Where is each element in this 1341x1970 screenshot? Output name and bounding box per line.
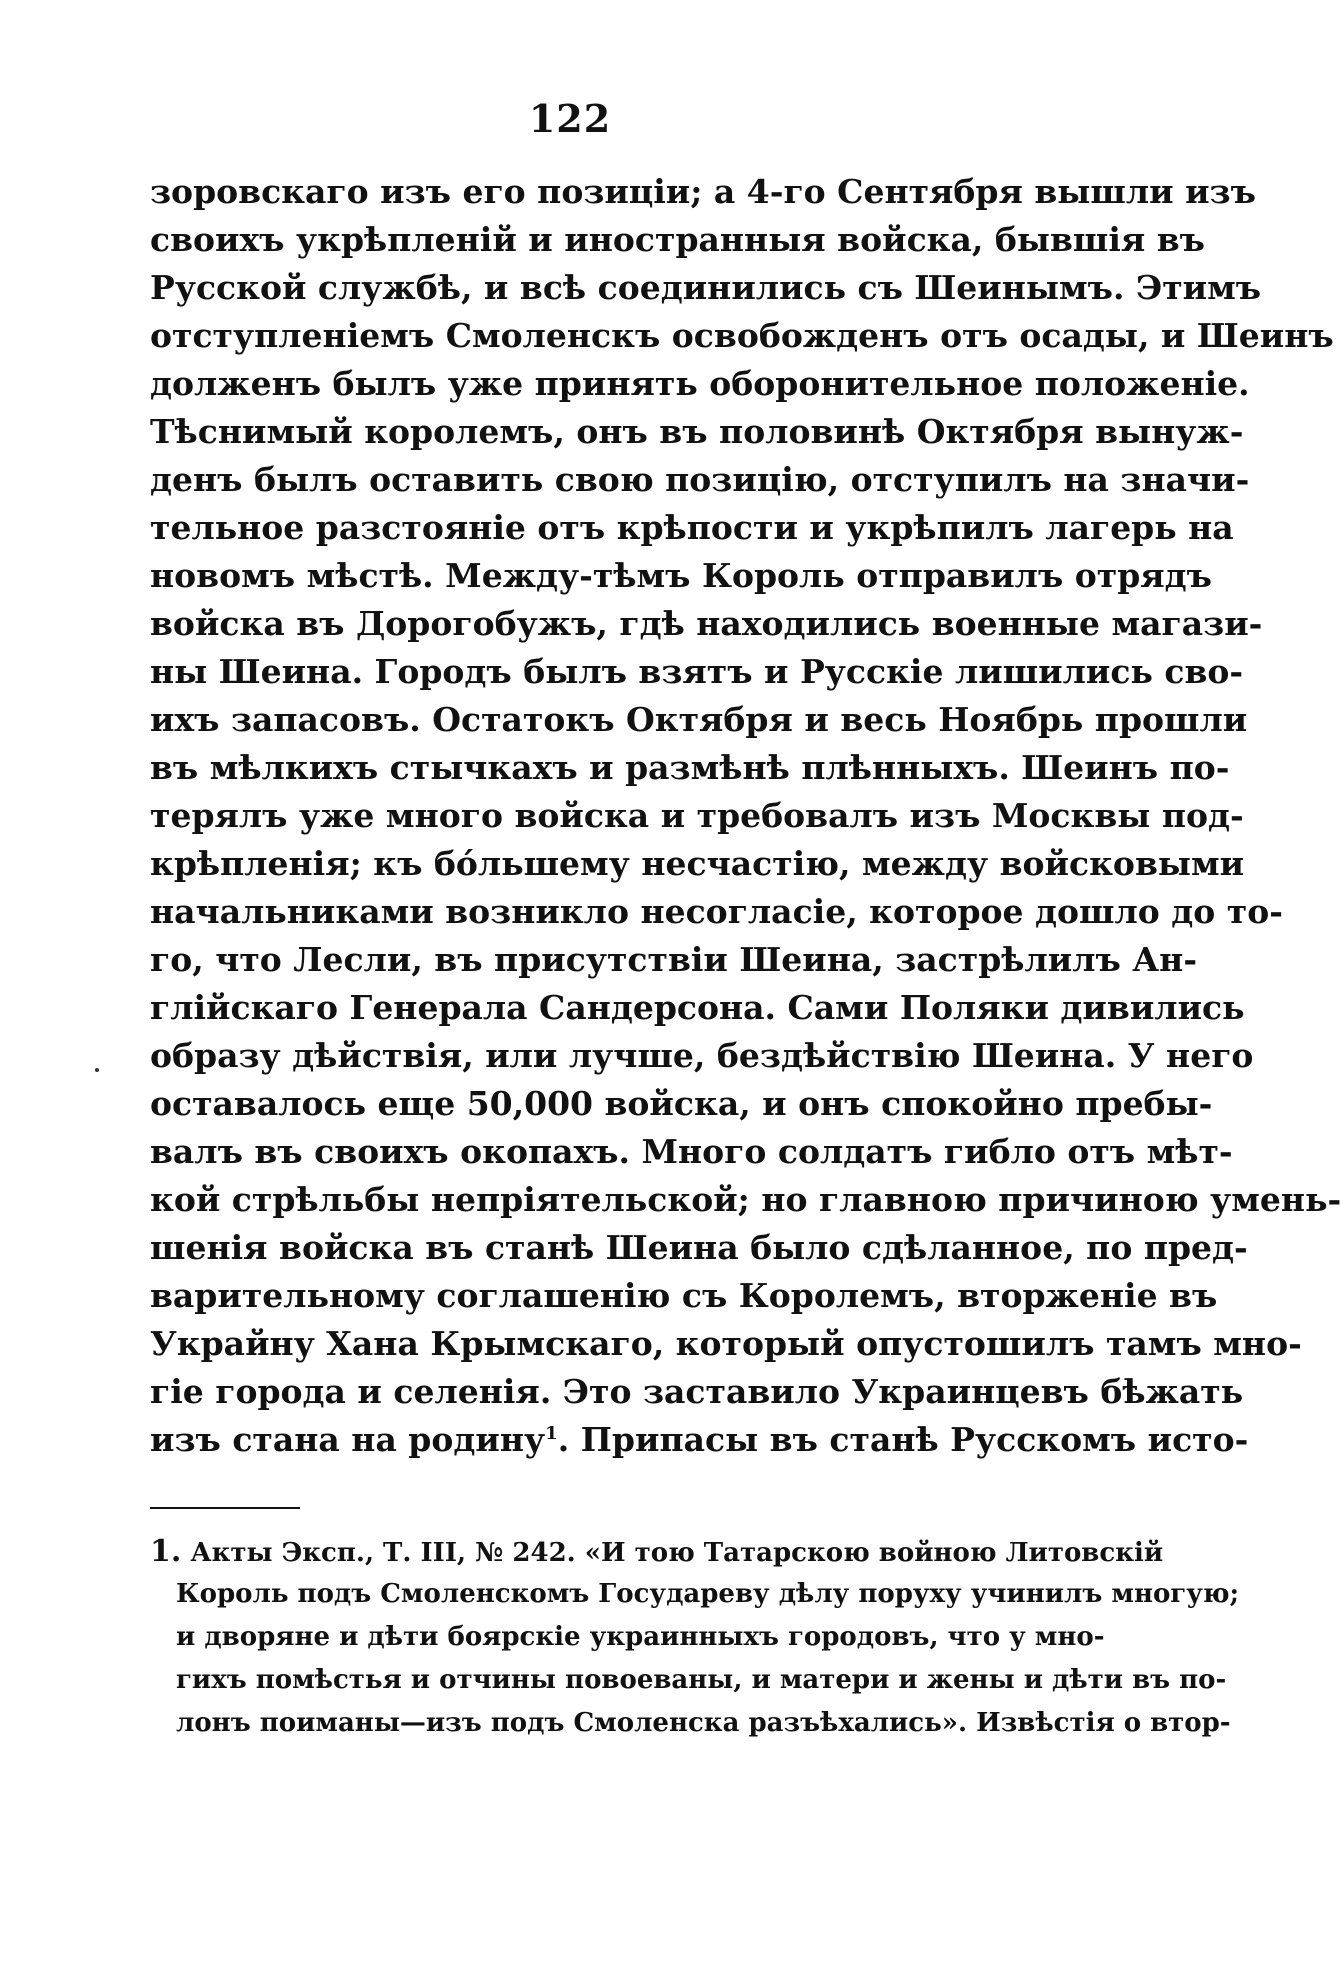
text-line: глiйскаго Генерала Сандерсона. Сами Поляки дивились <box>150 988 1245 1027</box>
footnote-text: Акты Эксп., Т. III, № 242. «И тою Татарскою войною Литовскiй <box>190 1538 1164 1568</box>
footnote-reference: 1 <box>545 1423 558 1444</box>
text-line: тельное разстоянiе отъ крѣпости и укрѣпилъ лагерь на <box>150 508 1234 547</box>
text-line: войска въ Дорогобужъ, гдѣ находились военные магази- <box>150 604 1263 643</box>
footnote-line <box>150 1530 1164 1573</box>
text-line: ихъ запасовъ. Остатокъ Октября и весь Ноябрь прошли <box>150 700 1248 739</box>
text-line: отступленiемъ Смоленскъ освобожденъ отъ осады, и Шеинъ <box>150 316 1334 355</box>
text-line: новомъ мѣстѣ. Между-тѣмъ Король отправилъ отрядъ <box>150 556 1212 595</box>
text-fragment: изъ стана на родину <box>150 1420 546 1459</box>
text-line: Тѣснимый королемъ, онъ въ половинѣ Октября вынуж- <box>150 412 1244 451</box>
text-line: варительному соглашенiю съ Королемъ, вторженiе въ <box>150 1276 1218 1315</box>
text-line: гiе города и селенiя. Это заставило Украинцевъ бѣжать <box>150 1372 1244 1411</box>
text-line: шенiя войска въ станѣ Шеина было сдѣланное, по пред- <box>150 1228 1248 1267</box>
page-number: 122 <box>528 96 612 141</box>
text-line: въ мѣлкихъ стычкахъ и размѣнѣ плѣнныхъ. Шеинъ по- <box>150 748 1230 787</box>
print-speck <box>95 1068 99 1072</box>
footnote-line: лонъ поиманы—изъ подъ Смоленска разъѣхались». Извѣстiя о втор- <box>176 1708 1231 1738</box>
text-line: денъ былъ оставить свою позицiю, отступилъ на значи- <box>150 460 1250 499</box>
footnote-marker: 1. <box>150 1534 182 1569</box>
text-line: кой стрѣльбы непрiятельской; но главною причиною умень- <box>150 1180 1341 1219</box>
footnote-line: гихъ помѣстья и отчины повоеваны, и матери и жены и дѣти въ по- <box>176 1665 1227 1695</box>
body-text <box>150 168 1341 1464</box>
text-line: зоровскаго изъ его позицiи; а 4-го Сентября вышли изъ <box>150 172 1256 211</box>
text-line: оставалось еще 50,000 войска, и онъ спокойно пребы- <box>150 1084 1213 1123</box>
text-line: терялъ уже много войска и требовалъ изъ Москвы под- <box>150 796 1244 835</box>
text-line: Украйну Хана Крымскаго, который опустошилъ тамъ мно- <box>150 1324 1302 1363</box>
footnote-separator <box>150 1507 300 1509</box>
text-line: начальниками возникло несогласiе, которое дошло до то- <box>150 892 1283 931</box>
text-line: ны Шеина. Городъ былъ взятъ и Русскiе лишились сво- <box>150 652 1244 691</box>
text-line: своихъ укрѣпленiй и иностранныя войска, бывшiя въ <box>150 220 1205 259</box>
text-fragment: Припасы въ станѣ Русскомъ исто- <box>580 1420 1249 1459</box>
text-line: образу дѣйствiя, или лучше, бездѣйствiю Шеина. У него <box>150 1036 1254 1075</box>
footnote <box>150 1530 1240 1745</box>
text-line: крѣпленiя; къ бо́льшему несчастiю, между войсковыми <box>150 844 1245 883</box>
text-line: валъ въ своихъ окопахъ. Много солдатъ гибло отъ мѣт- <box>150 1132 1233 1171</box>
text-line-with-footnote-ref: изъ стана на родину$^1$. Припасы въ станѣ Русскомъ исто- <box>150 1420 1249 1459</box>
footnote-line: Король подъ Смоленскомъ Государеву дѣлу поруху учинилъ многую; <box>176 1579 1240 1609</box>
text-line: Русской службѣ, и всѣ соединились съ Шеинымъ. Этимъ <box>150 268 1262 307</box>
text-line: долженъ былъ уже принять оборонительное положенiе. <box>150 364 1250 403</box>
footnote-line: и дворяне и дѣти боярскiе украинныхъ городовъ, что у мно- <box>176 1622 1105 1652</box>
text-line: го, что Лесли, въ присутствiи Шеина, застрѣлилъ Ан- <box>150 940 1198 979</box>
